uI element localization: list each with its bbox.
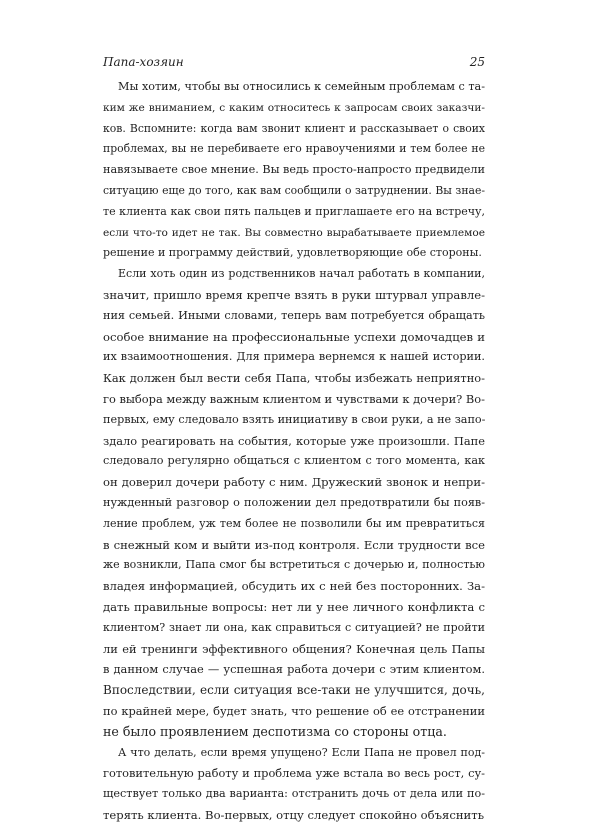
text-line: их взаимоотношения. Для примера вернемся к нашей истории.: [103, 350, 485, 364]
text-line: те клиента как свои пять пальцев и приглашаете его на встречу,: [103, 204, 485, 218]
text-line: клиентом? знает ли она, как справиться с ситуацией? не пройти: [103, 620, 485, 634]
text-line: Как должен был вести себя Папа, чтобы избежать неприятно-: [103, 371, 485, 386]
text-line: в данном случае — успешная работа дочери с этим клиентом.: [103, 662, 485, 677]
text-line: ков. Вспомните: когда вам звонит клиент и рассказывает о своих: [103, 121, 485, 135]
text-line: Мы хотим, чтобы вы относились к семейным проблемам с та-: [118, 80, 485, 93]
text-line: Если хоть один из родственников начал работать в компании,: [118, 267, 485, 281]
text-line: ситуацию еще до того, как вам сообщили о затруднении. Вы знае-: [103, 183, 485, 197]
text-line: по крайней мере, будет знать, что решение об ее отстранении: [103, 703, 485, 718]
text-line: готовительную работу и проблема уже встала во весь рост, су-: [103, 766, 485, 781]
text-line: он доверил дочери работу с ним. Дружеский звонок и непри-: [103, 475, 485, 490]
text-line: А что делать, если время упущено? Если Папа не провел под-: [118, 745, 485, 759]
text-line: проблемах, вы не перебиваете его нравоучениями и тем более не: [103, 142, 485, 156]
text-line: ществует только два варианта: отстранить дочь от дела или по-: [103, 787, 485, 801]
paragraph: [103, 77, 485, 264]
text-line: ление проблем, уж тем более не позволили бы им превратиться: [103, 516, 485, 530]
text-line: Впоследствии, если ситуация все-таки не улучшится, дочь,: [103, 683, 485, 698]
text-line: же возникли, Папа смог бы встретиться с дочерью и, полностью: [103, 558, 485, 572]
page-header: [103, 55, 485, 71]
text-line: первых, ему следовало взять инициативу в свои руки, а не запо-: [103, 412, 486, 426]
text-line: ния семьей. Иными словами, теперь вам потребуется обращать: [103, 308, 485, 322]
paragraph: [103, 743, 485, 826]
body-text: [103, 77, 485, 826]
text-line: особое внимание на профессиональные успехи домочадцев и: [103, 329, 485, 344]
text-line: навязываете свое мнение. Вы ведь просто-напросто предвидели: [103, 163, 485, 177]
text-line: если что-то идет не так. Вы совместно вырабатываете приемлемое: [103, 226, 485, 239]
paragraph: [103, 264, 485, 742]
text-line: следовало регулярно общаться с клиентом с того момента, как: [103, 454, 485, 468]
text-line: не было проявлением деспотизма со стороны отца.: [103, 723, 447, 739]
text-line: терять клиента. Во-первых, отцу следует спокойно объяснить: [103, 807, 485, 822]
running-head: Папа-хозяин: [103, 55, 184, 69]
text-line: ким же вниманием, с каким относитесь к запросам своих заказчи-: [103, 101, 485, 114]
text-line: значит, пришло время крепче взять в руки штурвал управле-: [103, 287, 485, 302]
text-line: го выбора между важным клиентом и чувствами к дочери? Во-: [103, 391, 485, 406]
page-number: 25: [469, 55, 485, 69]
text-line: нужденный разговор о положении дел предотвратили бы появ-: [103, 495, 485, 509]
text-line: ли ей тренинги эффективного общения? Конечная цель Папы: [103, 641, 485, 656]
text-line: владея информацией, обсудить их с ней без посторонних. За-: [103, 579, 485, 594]
text-line: дать правильные вопросы: нет ли у нее личного конфликта с: [103, 599, 485, 614]
text-line: в снежный ком и выйти из-под контроля. Если трудности все: [103, 537, 485, 552]
text-line: решение и программу действий, удовлетворяющие обе стороны.: [103, 246, 482, 260]
text-line: здало реагировать на события, которые уже произошли. Папе: [103, 433, 485, 448]
